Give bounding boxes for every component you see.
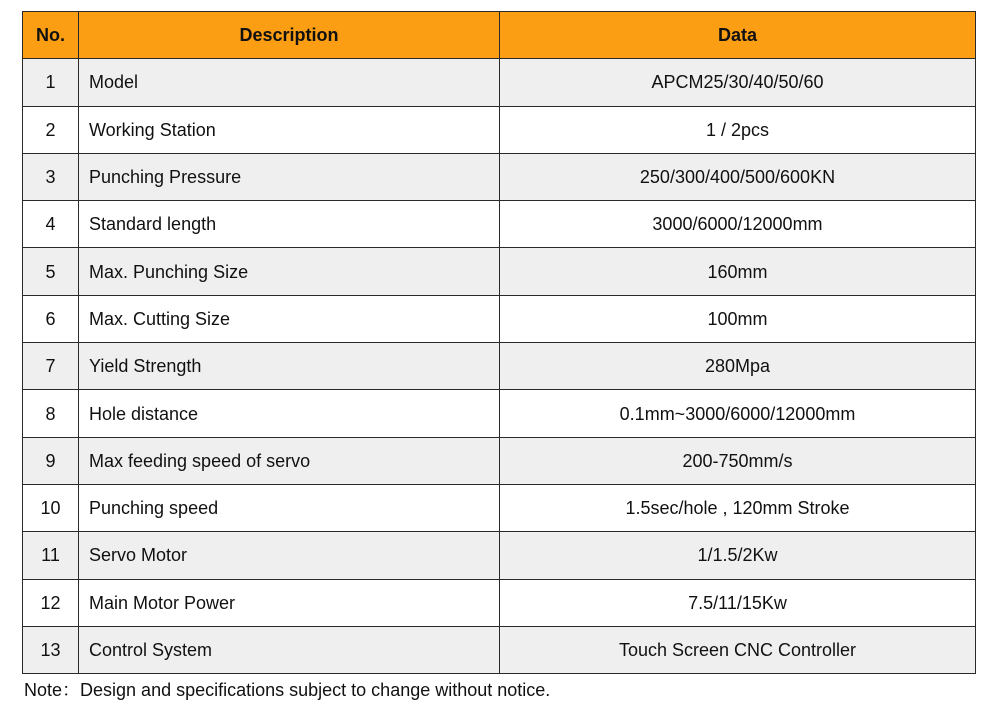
row-number: 13 — [23, 626, 79, 673]
header-data: Data — [500, 12, 976, 59]
row-data: 1.5sec/hole , 120mm Stroke — [500, 484, 976, 531]
row-description: Yield Strength — [79, 343, 500, 390]
table-row — [23, 248, 976, 295]
row-data: 0.1mm~3000/6000/12000mm — [500, 390, 976, 437]
table-row — [23, 484, 976, 531]
row-number: 2 — [23, 106, 79, 153]
header-no: No. — [23, 12, 79, 59]
row-data: 1/1.5/2Kw — [500, 532, 976, 579]
row-description: Punching Pressure — [79, 153, 500, 200]
row-description: Max. Cutting Size — [79, 295, 500, 342]
table-header-row — [23, 12, 976, 59]
row-data: Touch Screen CNC Controller — [500, 626, 976, 673]
row-description: Control System — [79, 626, 500, 673]
row-data: 250/300/400/500/600KN — [500, 153, 976, 200]
row-data: 280Mpa — [500, 343, 976, 390]
row-description: Servo Motor — [79, 532, 500, 579]
header-description: Description — [79, 12, 500, 59]
table-row — [23, 437, 976, 484]
row-description: Punching speed — [79, 484, 500, 531]
table-row — [23, 343, 976, 390]
row-data: 200-750mm/s — [500, 437, 976, 484]
row-description: Model — [79, 59, 500, 106]
row-description: Working Station — [79, 106, 500, 153]
row-description: Hole distance — [79, 390, 500, 437]
row-number: 9 — [23, 437, 79, 484]
spec-table — [22, 11, 976, 674]
row-number: 7 — [23, 343, 79, 390]
footnote: Note：Design and specifications subject to change without notice. — [24, 680, 551, 700]
table-row — [23, 532, 976, 579]
row-number: 8 — [23, 390, 79, 437]
table-row — [23, 153, 976, 200]
table-row — [23, 201, 976, 248]
row-number: 3 — [23, 153, 79, 200]
row-number: 1 — [23, 59, 79, 106]
table-row — [23, 626, 976, 673]
row-data: 160mm — [500, 248, 976, 295]
row-description: Max. Punching Size — [79, 248, 500, 295]
row-description: Standard length — [79, 201, 500, 248]
row-number: 12 — [23, 579, 79, 626]
row-data: APCM25/30/40/50/60 — [500, 59, 976, 106]
table-row — [23, 106, 976, 153]
row-description: Main Motor Power — [79, 579, 500, 626]
row-data: 7.5/11/15Kw — [500, 579, 976, 626]
table-row — [23, 390, 976, 437]
row-number: 11 — [23, 532, 79, 579]
table-row — [23, 59, 976, 106]
row-data: 100mm — [500, 295, 976, 342]
row-number: 5 — [23, 248, 79, 295]
table-row — [23, 295, 976, 342]
row-number: 10 — [23, 484, 79, 531]
row-number: 4 — [23, 201, 79, 248]
table-row — [23, 579, 976, 626]
row-number: 6 — [23, 295, 79, 342]
row-data: 3000/6000/12000mm — [500, 201, 976, 248]
row-data: 1 / 2pcs — [500, 106, 976, 153]
row-description: Max feeding speed of servo — [79, 437, 500, 484]
